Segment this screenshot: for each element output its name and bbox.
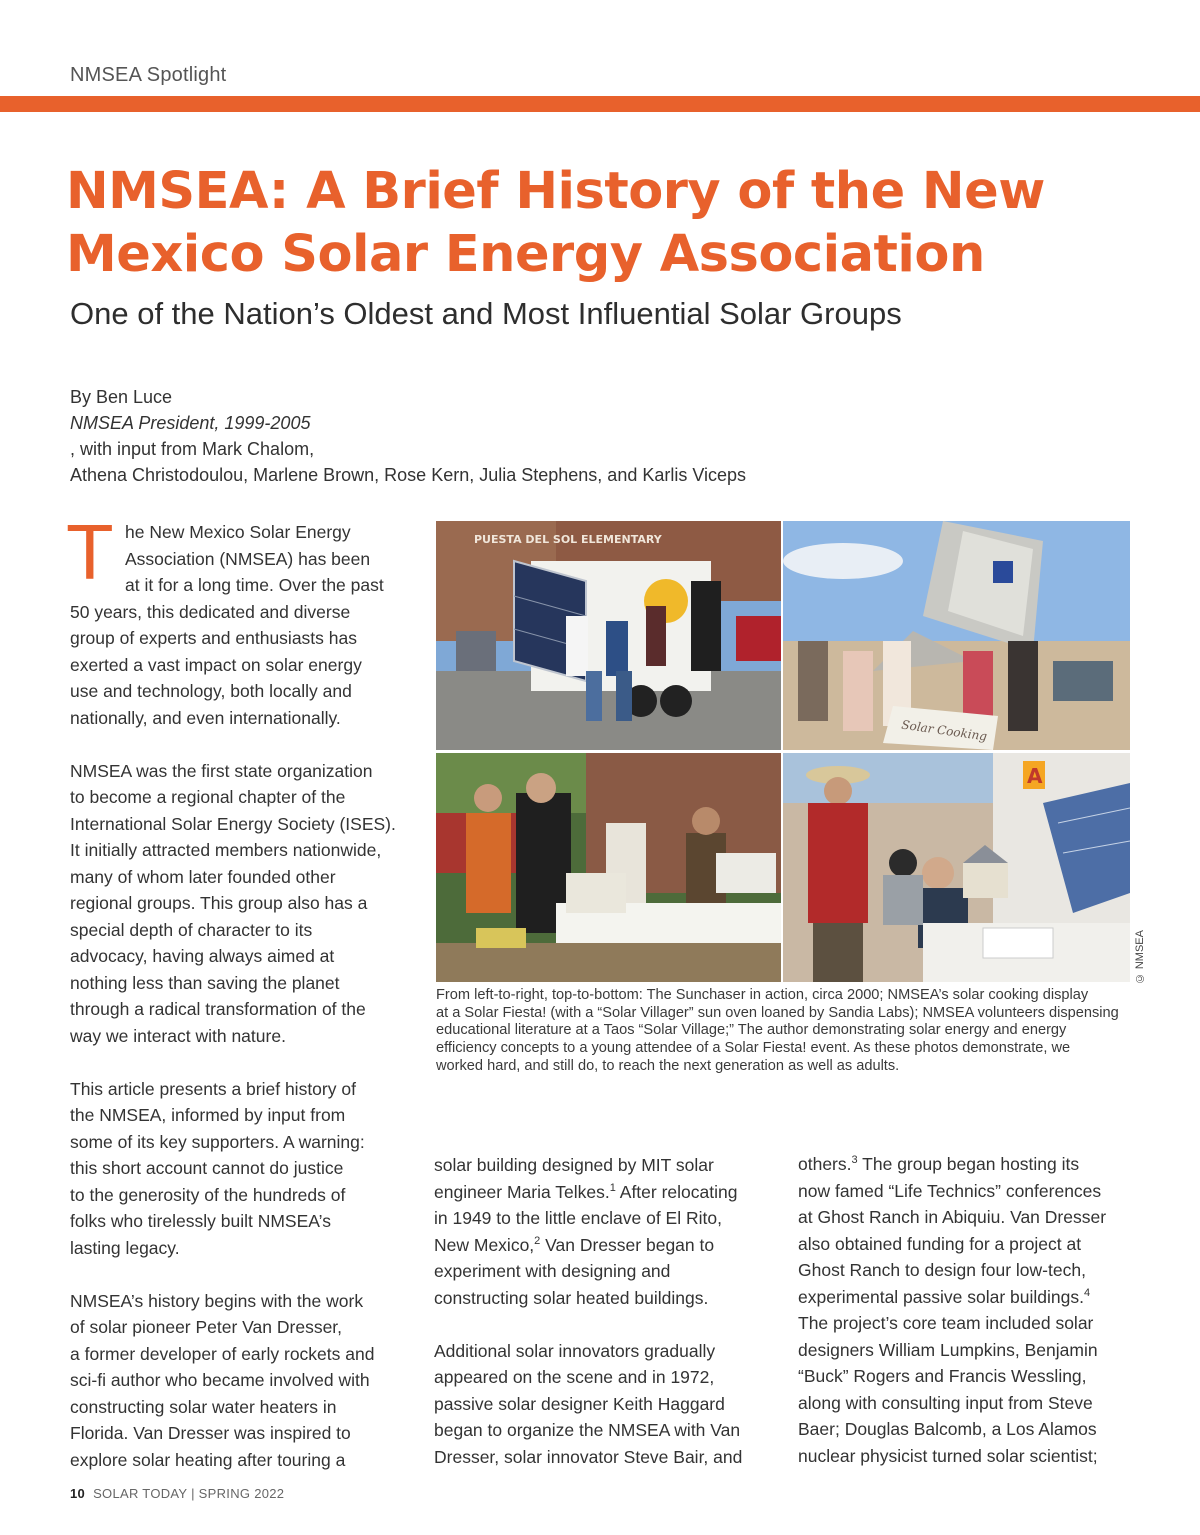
text-run: Van Dresser began to — [540, 1234, 715, 1255]
page-number: 10 — [70, 1486, 86, 1501]
publication-info: SOLAR TODAY | SPRING 2022 — [93, 1486, 285, 1501]
byline-role: NMSEA President, 1999-2005 — [70, 413, 311, 433]
text-line: lasting legacy. — [70, 1237, 180, 1258]
text-run: The group began hosting its — [857, 1154, 1080, 1174]
paragraph-founding — [434, 1338, 774, 1471]
cooking-sign-text: Solar Cooking — [900, 717, 988, 744]
text-line: now famed “Life Technics” conferences — [798, 1180, 1102, 1201]
text-line: constructing solar heated buildings. — [434, 1287, 709, 1308]
text-line: The project’s core team included solar — [798, 1313, 1094, 1333]
photo-caption — [436, 987, 1136, 1076]
text-line: of solar pioneer Peter Van Dresser, — [70, 1317, 343, 1337]
text-line: also obtained funding for a project at — [798, 1233, 1082, 1254]
photo-sunchaser-trailer — [436, 521, 781, 750]
text-line — [798, 1284, 1138, 1311]
title-line-2: Mexico Solar Energy Association — [66, 225, 985, 284]
text-line: at Ghost Ranch in Abiquiu. Van Dresser — [798, 1207, 1107, 1227]
body-column-3 — [798, 1151, 1138, 1496]
byline-contributors: , with input from Mark Chalom, — [70, 439, 315, 459]
school-sign-text: PUESTA DEL SOL ELEMENTARY — [474, 533, 662, 546]
text-line: exerted a vast impact on solar energy — [70, 654, 362, 675]
header-rule — [0, 96, 1200, 112]
caption-line: efficiency concepts to a young attendee of a Solar Fiesta! event. As these photos demonstrate, we — [436, 1040, 1071, 1057]
paragraph-ises — [70, 758, 410, 1050]
photo-credit: © NMSEA — [1134, 930, 1146, 985]
text-line: This article presents a brief history of — [70, 1078, 356, 1099]
text-run: New Mexico, — [434, 1234, 535, 1255]
text-line: many of whom later founded other — [70, 866, 336, 887]
article-title — [66, 160, 1166, 286]
text-line: advocacy, having always aimed at — [70, 946, 335, 966]
text-line: Dresser, solar innovator Steve Bair, and — [434, 1446, 743, 1467]
paragraph-intro — [66, 508, 410, 731]
text-line: nuclear physicist turned solar scientist; — [798, 1445, 1098, 1466]
text-line: International Solar Energy Society (ISES). — [70, 813, 396, 834]
text-line: Ghost Ranch to design four low-tech, — [798, 1260, 1086, 1280]
text-line: folks who tirelessly built NMSEA’s — [70, 1211, 331, 1231]
paragraph-overview — [70, 1076, 410, 1262]
text-line: “Buck” Rogers and Francis Wessling, — [798, 1366, 1087, 1386]
text-run: others. — [798, 1154, 852, 1174]
text-line: along with consulting input from Steve — [798, 1392, 1093, 1413]
text-run: After relocating — [615, 1181, 738, 1202]
paragraph-history-start — [70, 1288, 410, 1474]
text-line: Association (NMSEA) has been — [125, 548, 371, 569]
paragraph-ghost-ranch — [798, 1151, 1138, 1469]
text-line: appeared on the scene and in 1972, — [434, 1367, 715, 1387]
text-line — [798, 1151, 1138, 1178]
section-label: NMSEA Spotlight — [70, 64, 227, 86]
footnote-ref: 3 — [851, 1154, 858, 1167]
text-line: experiment with designing and — [434, 1261, 671, 1281]
text-line: solar building designed by MIT solar — [434, 1155, 714, 1175]
text-line: to the generosity of the hundreds of — [70, 1184, 346, 1205]
text-line: way we interact with nature. — [70, 1025, 286, 1046]
byline — [70, 384, 1070, 488]
text-line: use and technology, both locally and — [70, 681, 352, 701]
text-line: a former developer of early rockets and — [70, 1343, 375, 1364]
photo-collage — [436, 521, 1130, 982]
text-line — [434, 1232, 774, 1259]
photo-taos-volunteers — [436, 753, 781, 982]
text-line: constructing solar water heaters in — [70, 1396, 337, 1417]
text-line: Baer; Douglas Balcomb, a Los Alamos — [798, 1419, 1097, 1439]
footnote-ref: 4 — [1083, 1286, 1091, 1299]
text-line: in 1949 to the little enclave of El Rito, — [434, 1208, 722, 1228]
text-line: the NMSEA, informed by input from — [70, 1105, 346, 1125]
text-line: sci-fi author who became involved with — [70, 1370, 370, 1390]
caption-line: worked hard, and still do, to reach the next generation as well as adults. — [436, 1057, 900, 1074]
drop-cap: T — [66, 508, 114, 596]
text-line: passive solar designer Keith Haggard — [434, 1393, 725, 1414]
footnote-ref: 2 — [534, 1234, 541, 1247]
text-line: It initially attracted members nationwide, — [70, 840, 382, 860]
paragraph-van-dresser — [434, 1152, 774, 1311]
text-line: 50 years, this dedicated and diverse — [70, 601, 351, 622]
text-line: NMSEA’s history begins with the work — [70, 1290, 364, 1311]
text-line: through a radical transformation of the — [70, 999, 366, 1019]
byline-author: By Ben Luce — [70, 387, 173, 407]
text-line: began to organize the NMSEA with Van — [434, 1420, 741, 1440]
text-line: at it for a long time. Over the past — [125, 575, 384, 595]
text-run: experimental passive solar buildings. — [798, 1286, 1084, 1307]
text-line: nothing less than saving the planet — [70, 972, 340, 993]
text-line: special depth of character to its — [70, 919, 313, 940]
footnote-ref: 1 — [609, 1181, 616, 1194]
byline-line-2: Athena Christodoulou, Marlene Brown, Rose Kern, Julia Stephens, and Karlis Viceps — [70, 465, 747, 485]
byline-line-1 — [70, 384, 1070, 462]
text-line: he New Mexico Solar Energy — [125, 522, 351, 542]
text-line: some of its key supporters. A warning: — [70, 1131, 365, 1152]
text-line: explore solar heating after touring a — [70, 1449, 346, 1470]
text-line: Additional solar innovators gradually — [434, 1340, 716, 1361]
caption-line: From left-to-right, top-to-bottom: The Sunchaser in action, circa 2000; NMSEA’s solar cooking display — [436, 987, 1089, 1003]
page-footer — [70, 1486, 284, 1501]
text-line: to become a regional chapter of the — [70, 787, 346, 807]
text-line: nationally, and even internationally. — [70, 707, 341, 728]
text-line: regional groups. This group also has a — [70, 893, 368, 913]
booth-badge-letter: A — [1027, 764, 1043, 788]
article-subtitle: One of the Nation’s Oldest and Most Influential Solar Groups — [70, 296, 902, 331]
body-column-2 — [434, 1152, 774, 1497]
text-line: group of experts and enthusiasts has — [70, 628, 357, 648]
text-line — [434, 1179, 774, 1206]
photo-author-demonstration — [783, 753, 1130, 982]
title-line-1: NMSEA: A Brief History of the New — [66, 162, 1045, 221]
caption-line: educational literature at a Taos “Solar Village;” The author demonstrating solar energy and energy — [436, 1022, 1067, 1039]
caption-line: at a Solar Fiesta! (with a “Solar Villager” sun oven loaned by Sandia Labs); NMSEA volunteers dispensing — [436, 1004, 1119, 1021]
text-run: engineer Maria Telkes. — [434, 1181, 610, 1202]
body-column-1 — [66, 508, 410, 1500]
text-line: Florida. Van Dresser was inspired to — [70, 1423, 351, 1443]
text-line: designers William Lumpkins, Benjamin — [798, 1339, 1098, 1360]
photo-solar-cooking — [783, 521, 1130, 750]
text-line: this short account cannot do justice — [70, 1158, 344, 1178]
text-line: NMSEA was the first state organization — [70, 760, 373, 781]
